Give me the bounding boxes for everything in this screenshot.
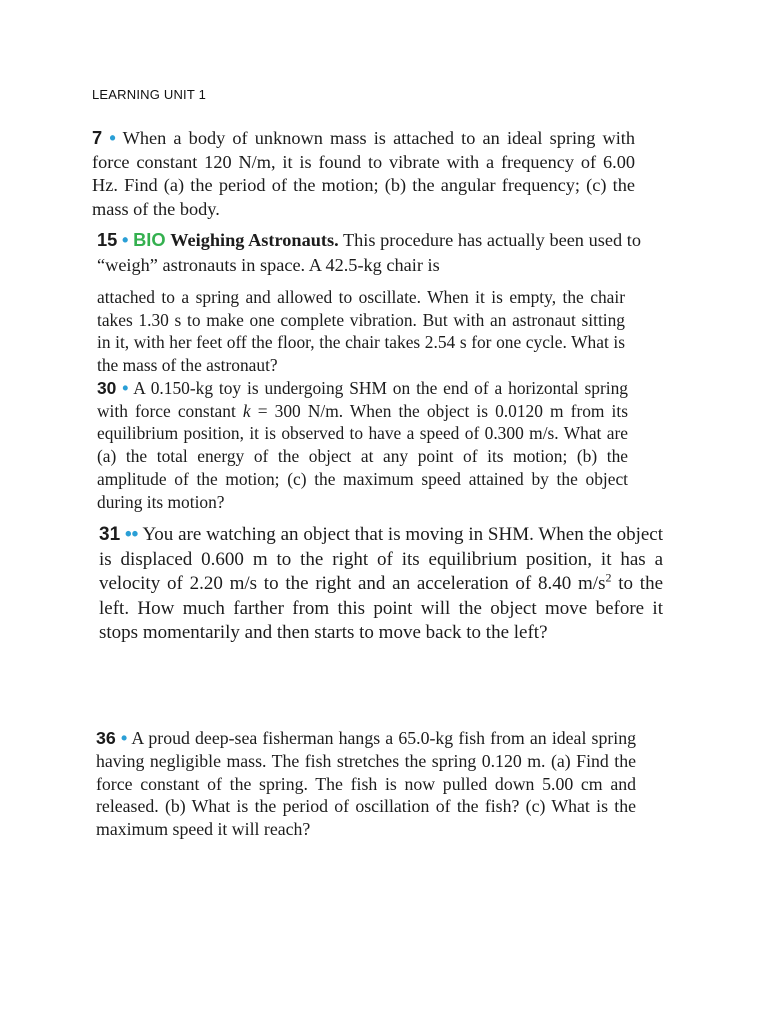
problem-text: This procedure has actually been used to “weigh” astronauts in space. A 42.5-kg chair is [97, 230, 641, 275]
problem-title: Weighing Astronauts. [170, 230, 339, 250]
problem-36 [96, 727, 636, 841]
problem-7 [92, 126, 635, 222]
problem-text: A 0.150-kg toy is undergoing SHM on the end of a horizontal spring with force constant [97, 378, 628, 421]
difficulty-dot-icon: • [122, 378, 129, 398]
problem-number: 7 [92, 127, 103, 148]
problem-15-heading [97, 228, 641, 277]
problem-31 [99, 523, 663, 646]
problem-text: attached to a spring and allowed to oscillate. When it is empty, the chair takes 1.30 s to make one complete vibration. But with an astronaut sitting in it, with her feet off the floor, the chair takes 2.54 s for one cycle. What is the mass of the astronaut? [97, 287, 625, 375]
problem-number: 15 [97, 229, 118, 250]
difficulty-dot-icon: • [109, 127, 116, 148]
problem-text: When a body of unknown mass is attached to an ideal spring with force constant 120 N/m, it is found to vibrate with a frequency of 6.00 Hz. Find (a) the period of the motion; (b) the angular frequency; (c) the mass of the body. [92, 128, 635, 220]
problem-15-continuation [97, 286, 625, 376]
problem-text: to the left. How much farther from this point will the object move before it stops momentarily and then starts to move back to the left? [99, 573, 664, 644]
problem-text: = 300 N/m. When the object is 0.0120 m from its equilibrium position, it is observed to have a speed of 0.300 m/s. What are (a) the total energy of the object at any point of its motion; (b) the amplitude of the motion; (c) the maximum speed attained by the object during its motion? [97, 400, 628, 512]
bio-tag: BIO [133, 229, 166, 250]
problem-number: 30 [97, 378, 117, 398]
difficulty-dot-icon: • [120, 728, 128, 748]
difficulty-dots-icon: •• [124, 524, 139, 545]
page-title: LEARNING UNIT 1 [92, 87, 207, 102]
problem-30 [97, 377, 628, 513]
problem-text: You are watching an object that is moving in SHM. When the object is displaced 0.600 m to the right of its equilibrium position, it has a velocity of 2.20 m/s to the right and an acceleration of 8.40 m/s [99, 524, 664, 595]
problem-number: 31 [99, 524, 121, 545]
problem-number: 36 [96, 728, 116, 748]
spring-constant-symbol: k [242, 400, 251, 421]
difficulty-dot-icon: • [122, 229, 129, 250]
problem-text: A proud deep-sea fisherman hangs a 65.0-kg fish from an ideal spring having negligible mass. The fish stretches the spring 0.120 m. (a) Find the force constant of the spring. The fish is now pulled down 5.00 cm and released. (b) What is the period of oscillation of the fish? (c) What is the maximum speed it will reach? [96, 728, 636, 840]
superscript: 2 [605, 570, 612, 585]
